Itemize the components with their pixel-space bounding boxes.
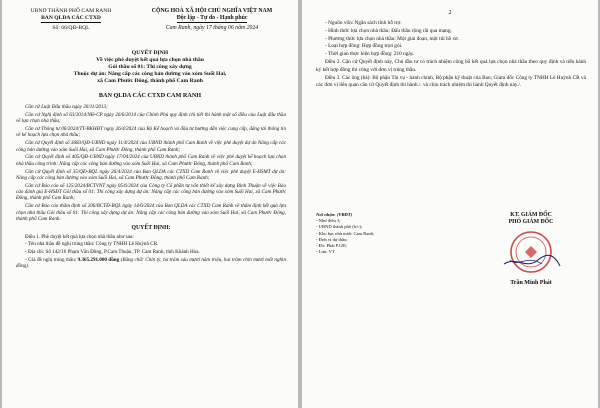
recipients-title: Nơi nhận: (VBĐT) [316, 212, 353, 217]
recipients-list [316, 212, 446, 255]
contract-type: - Loại hợp đồng: Hợp đồng trọn gói. [325, 43, 403, 50]
legal-basis: Căn cứ Quyết định số 3683/QĐ-UBND ngày 11/4/2024 của UBND thành phố Cam Ranh về việc phê duyệt dự án Nâng cấp các công bản đường vào xóm Suối Hai, xã Cam Phước Đông, thành phố Cam Ranh; [16, 140, 286, 153]
recipient-item: - Như điều 3; [316, 218, 341, 224]
signer-name: Trần Minh Phát [510, 280, 552, 286]
decision-subject-4: xã Cam Phước Đông, thành phố Cam Ranh [97, 78, 203, 84]
document-page-1 [2, 0, 298, 408]
page-number: 2 [448, 10, 452, 16]
document-page-2 [302, 0, 598, 408]
national-title: CỘNG HOÀ XÃ HỘI CHỦ NGHĨA VIỆT NAM [151, 8, 273, 14]
document-number: Số: 66/QĐ-BQL [52, 25, 90, 31]
winning-price [16, 257, 286, 270]
authority-line-2: BAN QLDA CÁC CTXD [41, 15, 101, 21]
decision-body-continued [316, 20, 586, 90]
legal-basis: Căn cứ Quyết định số 405/QĐ-UBND ngày 17/04/2024 của UBND thành phố Cam Ranh về việc phê duyệt kế hoạch lựa chọn nhà thầu công trình: Nâng cấp các công bản đường vào xóm Suối Hai, xã Cam Phước Đông, thành phố Cam Ranh; [16, 154, 286, 167]
contractor-address: - Địa chỉ: Số 142/16 Phạm Văn Đồng, P.Cam Thuận, TP. Cam Ranh, tỉnh Khánh Hòa. [25, 249, 200, 256]
document-date: Cam Ranh, ngày 17 tháng 06 năm 2024 [165, 25, 259, 31]
recipient-item: - Đơn vị dự thầu; [316, 236, 348, 242]
official-stamp-icon [496, 230, 566, 278]
selection-form: - Hình thức lựa chọn nhà thầu: Đấu thầu rộng rãi qua mạng. [325, 27, 452, 34]
price-value: 9.365.291.000 đồng [77, 257, 120, 264]
article-3: Điều 3. Các ông (bà): Bộ phận Tài vụ - hành chính, Bộ phận kỹ thuật của Ban; Giám đốc Công ty TNHH Lê Huỳnh CR và các đơn vị liên quan căn cứ Quyết định thi hành./. và chịu trách nhiệm thi hành Quyết định này./. [316, 74, 586, 89]
issuer-name: BAN QLDA CÁC CTXD CAM RANH [98, 92, 202, 99]
recipient-item: - Lưu: VT. [316, 249, 336, 255]
signer-role-2: PHÓ GIÁM ĐỐC [508, 219, 554, 225]
national-header [132, 8, 292, 32]
legal-basis: Căn cứ Quyết định số 35/QĐ-BQL ngày 26/4/2024 của Ban QLDA các CTXD Cam Ranh về việc phê duyệt E-HSMT dự án: Nâng cấp các công bản đường vào xóm Suối Hai, xã Cam Phước Đông, thành phố Cam Ranh; [16, 168, 286, 181]
price-label: - Giá đề nghị trúng thầu: [25, 257, 78, 264]
contractor-name: - Tên nhà thầu đề nghị trúng thầu: Công ty TNHH Lê Huỳnh CR. [25, 241, 159, 248]
authority-line-1: UBND THÀNH PHỐ CAM RANH [30, 8, 112, 14]
signature-area [316, 212, 588, 342]
recipient-item: - UBND thành phố (b/c); [316, 224, 363, 230]
legal-basis: Căn cứ Báo cáo số 125/2024/BCTVNT ngày 05/6/2024 của Công ty Cổ phần tư vấn thiết kế xây dựng Bình Thuận về việc Báo cáo đánh giá E-HSĐT Gói thầu số 01: Thi công xây dựng dự án: Nâng cấp các công bản đường vào xóm Suối Hai, xã Cam Phước Đông, thành phố Cam Ranh; [16, 182, 286, 202]
decision-title: QUYẾT ĐỊNH [131, 50, 169, 56]
selection-method: - Phương thức lựa chọn nhà thầu: Một giai đoạn, một túi hồ sơ. [325, 35, 459, 42]
signer-role-1: KT. GIÁM ĐỐC [510, 212, 552, 218]
signature-block [466, 212, 596, 287]
decides-heading: QUYẾT ĐỊNH: [131, 225, 171, 232]
legal-basis: Căn cứ Thông tư 06/2024/TT-BKHĐT ngày 26/4/2024 của Bộ Kế hoạch và đầu tư hướng dẫn việc cung cấp, đăng tải thông tin về kế hoạch lựa chọn nhà thầu; [16, 126, 286, 139]
decision-subject-2: Gói thầu số 01: Thi công xây dựng [108, 64, 192, 70]
decision-subject-3: Thuộc dự án: Nâng cấp các công bản đường vào xóm Suối Hai, [73, 71, 227, 77]
national-motto: Độc lập - Tự do - Hạnh phúc [176, 15, 248, 21]
decision-title-block [22, 50, 278, 85]
document-header [2, 8, 298, 48]
contract-duration: - Thời gian thực hiện hợp đồng: 210 ngày. [325, 51, 415, 58]
decision-subject-1: Về việc phê duyệt kết quả lựa chọn nhà thầu [96, 57, 204, 63]
recipient-item: - Kho bạc nhà nước Cam Ranh; [316, 230, 375, 236]
article-2: Điều 2. Căn cứ Quyết định này, Chủ đầu tư có trách nhiệm công bố kết quả lựa chọn nhà thầu theo quy định và tiến hành ký kết hợp đồng thi công với đơn vị trúng thầu. [316, 58, 586, 73]
legal-basis: Căn cứ Nghị định số 63/2014/NĐ-CP ngày 26/6/2014 của Chính Phủ quy định chi tiết thi hành một số điều của Luật đấu thầu về lựa chọn nhà thầu; [16, 111, 286, 125]
funding-source: - Nguồn vốn: Ngân sách tỉnh hỗ trợ. [325, 20, 402, 26]
issuing-authority [16, 8, 126, 32]
recipient-item: - Đ/c Phát P.GĐ; [316, 243, 347, 249]
legal-basis: Căn cứ Luật Đấu thầu ngày 26/11/2013; [25, 104, 108, 110]
legal-basis: Căn cứ Báo cáo thẩm định số 206/BCTĐ-BQL ngày 14/6/2024 của Ban QLDA các CTXD Cam Ranh về thẩm định kết quả lựa chọn nhà thầu Gói thầu số 01: Thi công xây dựng dự án: Nâng cấp các công bản đường vào xóm Suối Hai, xã Cam Phước Đông, thành phố Cam Ranh. [16, 203, 286, 222]
decision-body [16, 104, 286, 271]
article-1: Điều 1. Phê duyệt kết quả lựa chọn nhà thầu như sau: [25, 233, 134, 240]
price-in-words: (Bằng chữ: Chín tỷ, ba trăm sáu mươi năm triệu, hai trăm chín mươi mốt nghìn đồng). [16, 257, 286, 270]
